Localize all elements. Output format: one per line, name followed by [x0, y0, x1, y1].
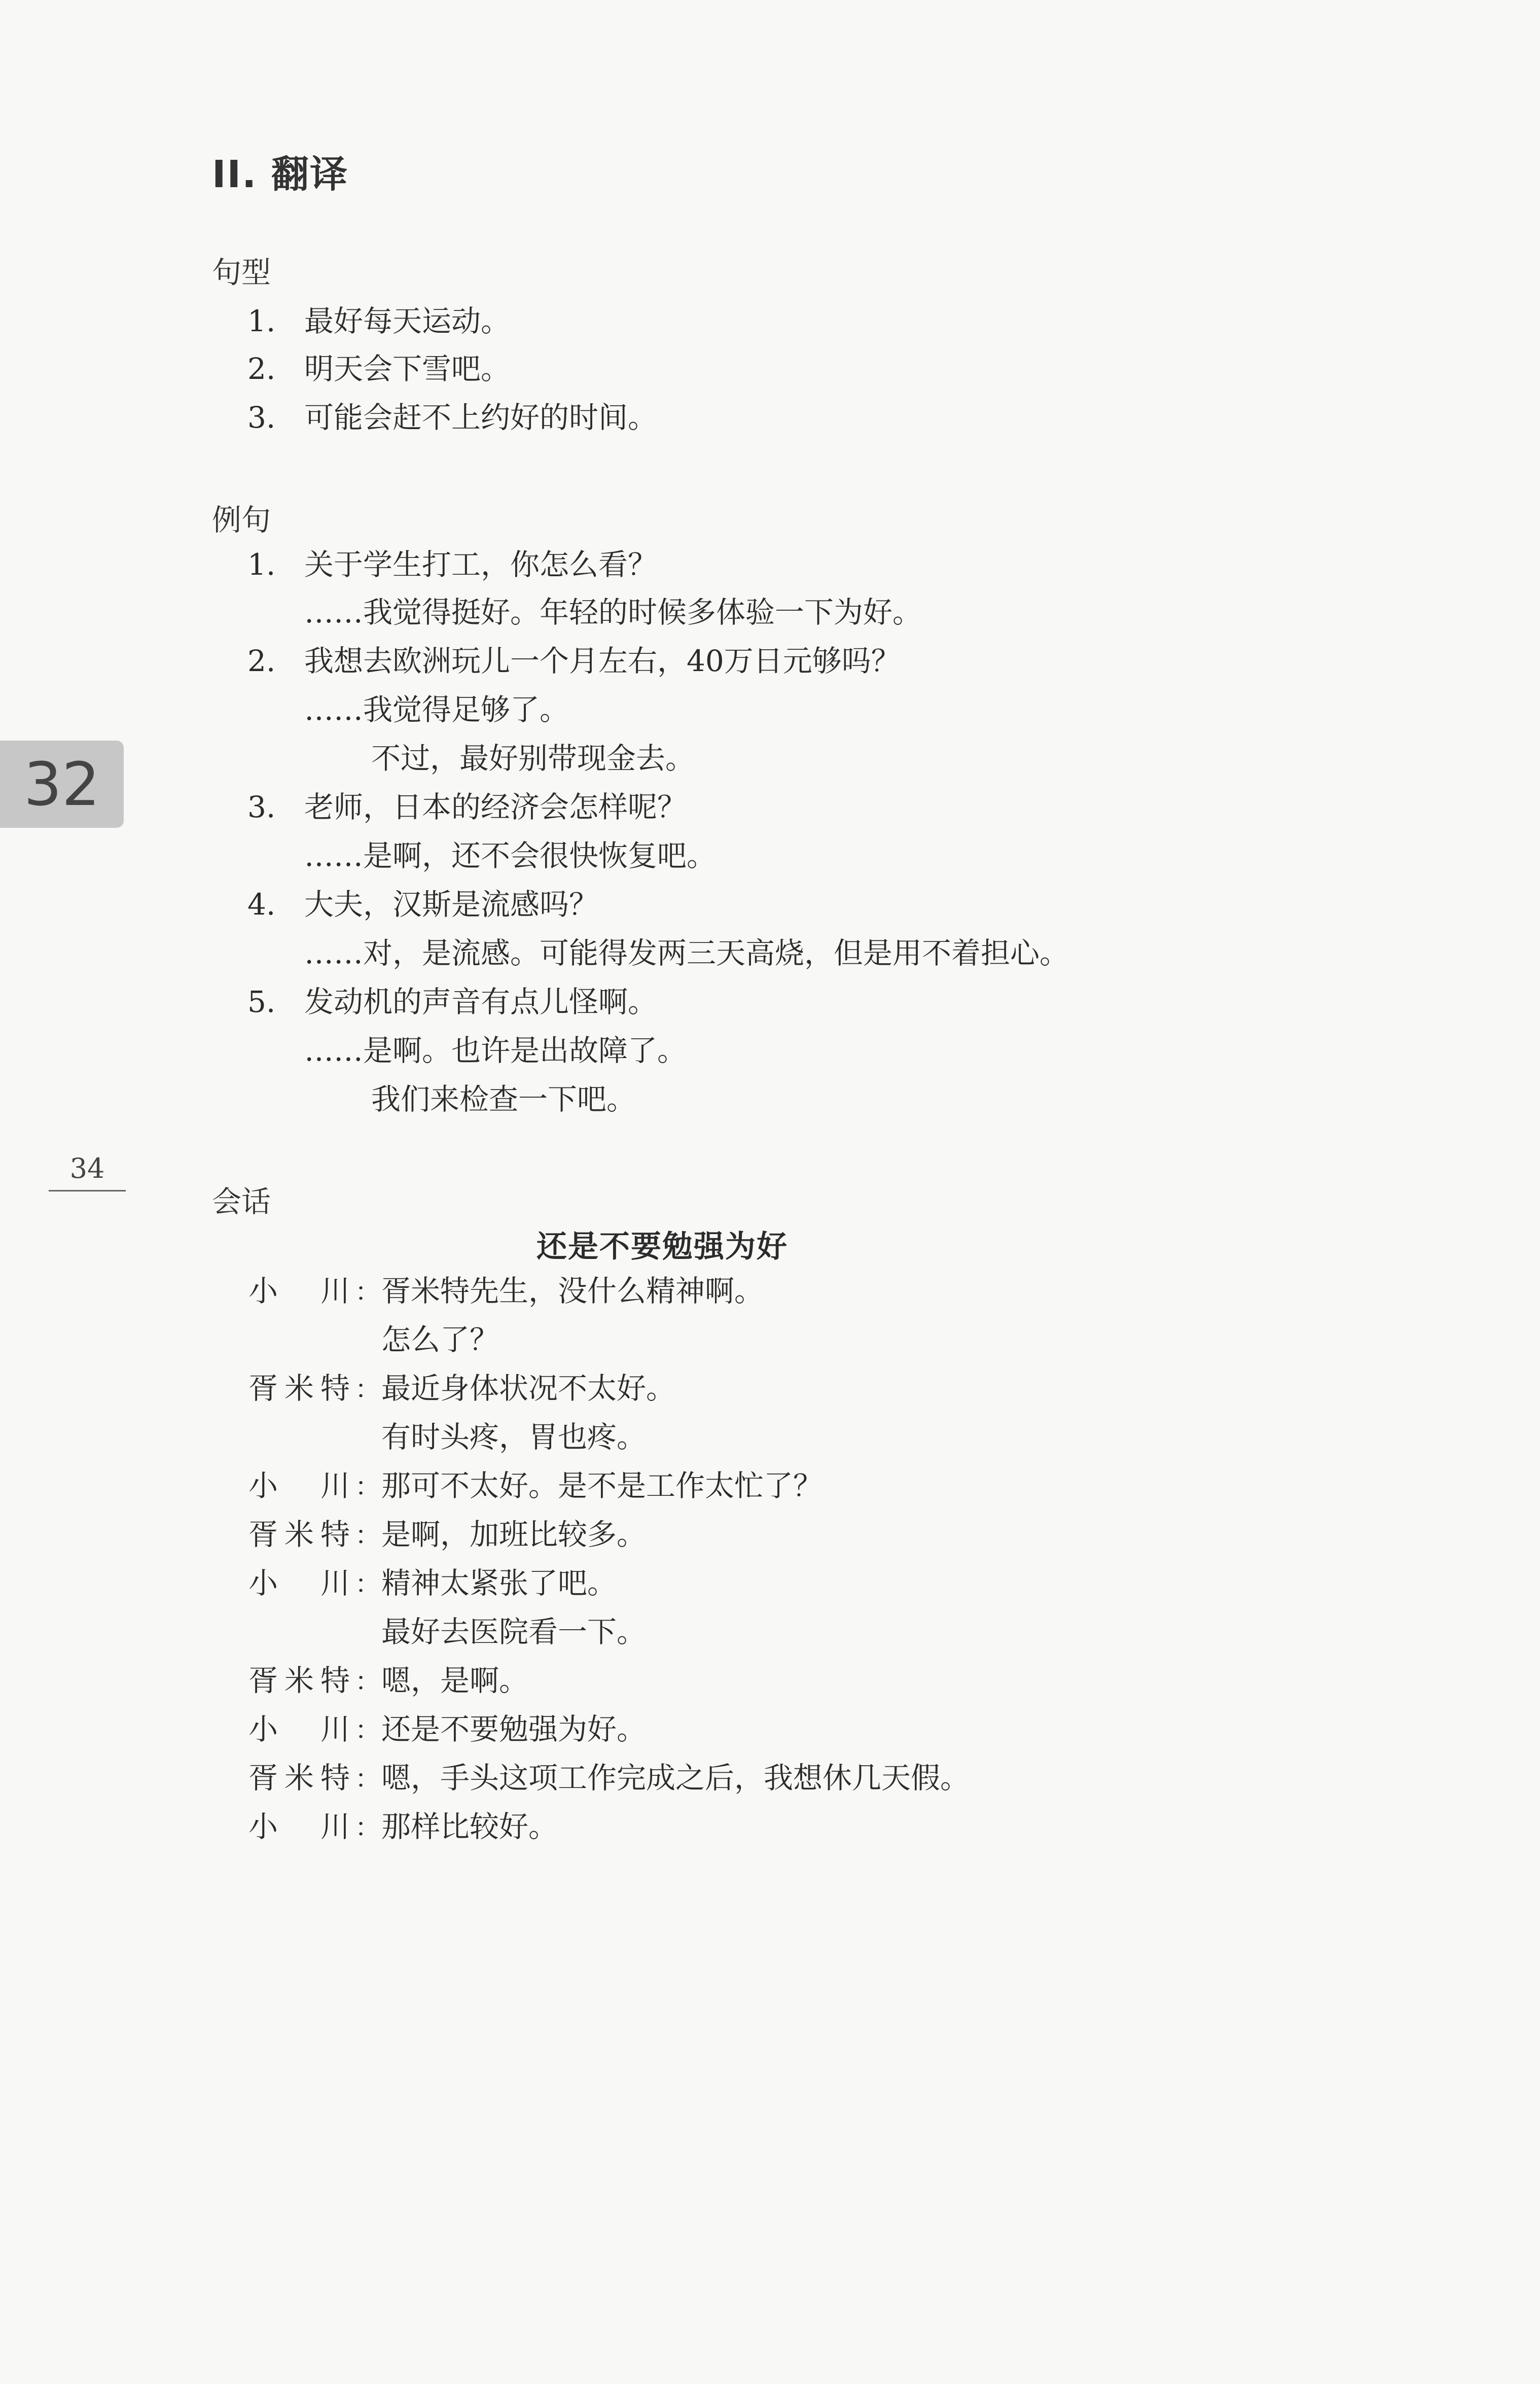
- dialogue-text: 怎么了？: [381, 1322, 499, 1357]
- dialogue-text: 有时头疼，胃也疼。: [381, 1420, 647, 1454]
- dialogue-text: 那可不太好。是不是工作太忙了？: [381, 1468, 823, 1503]
- example-answer: ……对，是流感。可能得发两三天高烧，但是用不着担心。: [304, 936, 1069, 970]
- example-answer: 不过，最好别带现金去。: [371, 741, 695, 776]
- dialogue-speaker: 小川: [248, 1468, 350, 1503]
- speaker-colon: ：: [355, 1667, 380, 1696]
- dialogue-text: 最近身体状况不太好。: [381, 1371, 676, 1406]
- dialogue-speaker: 胥米特: [248, 1371, 350, 1406]
- speaker-colon: ：: [355, 1277, 380, 1307]
- speaker-colon: ：: [355, 1764, 380, 1794]
- dialogue-speaker: 小川: [248, 1566, 350, 1600]
- dialogue-text: 胥米特先生，没什么精神啊。: [381, 1274, 764, 1308]
- section-heading: II. 翻译: [212, 153, 348, 196]
- dialogue-text: 那样比较好。: [381, 1809, 558, 1844]
- speaker-colon: ：: [355, 1813, 380, 1842]
- example-answer: ……我觉得挺好。年轻的时候多体验一下为好。: [304, 595, 922, 629]
- example-number: 5.: [247, 985, 276, 1019]
- example-question: 我想去欧洲玩儿一个月左右，40万日元够吗？: [304, 644, 901, 678]
- speaker-colon: ：: [355, 1521, 380, 1550]
- conversation-title: 会话: [212, 1184, 271, 1219]
- patterns-title: 句型: [212, 255, 271, 290]
- example-number: 2.: [247, 644, 276, 678]
- example-question: 大夫，汉斯是流感吗？: [304, 887, 599, 922]
- example-answer: ……我觉得足够了。: [304, 692, 569, 727]
- speaker-colon: ：: [355, 1569, 380, 1599]
- example-answer: ……是啊。也许是出故障了。: [304, 1033, 687, 1068]
- speaker-colon: ：: [355, 1472, 380, 1501]
- dialogue-title: 还是不要勉强为好: [536, 1229, 788, 1265]
- example-question: 关于学生打工，你怎么看？: [304, 547, 658, 582]
- pattern-sentence: 明天会下雪吧。: [304, 352, 511, 386]
- page-number: 34: [69, 1152, 105, 1184]
- example-number: 1.: [247, 547, 276, 582]
- pattern-number: 2.: [247, 352, 276, 386]
- speaker-colon: ：: [355, 1375, 380, 1404]
- dialogue-text: 嗯，手头这项工作完成之后，我想休几天假。: [381, 1761, 970, 1795]
- pattern-number: 1.: [247, 304, 276, 338]
- speaker-colon: ：: [355, 1715, 380, 1745]
- example-answer: 我们来检查一下吧。: [371, 1082, 636, 1116]
- pattern-sentence: 最好每天运动。: [304, 304, 511, 338]
- example-number: 4.: [247, 887, 276, 922]
- dialogue-text: 最好去医院看一下。: [381, 1615, 647, 1649]
- dialogue-speaker: 小川: [248, 1712, 350, 1746]
- examples-title: 例句: [212, 503, 271, 537]
- example-question: 老师，日本的经济会怎样呢？: [304, 790, 687, 824]
- example-answer: ……是啊，还不会很快恢复吧。: [304, 838, 717, 873]
- dialogue-speaker: 小川: [248, 1274, 350, 1308]
- dialogue-text: 还是不要勉强为好。: [381, 1712, 647, 1746]
- example-question: 发动机的声音有点儿怪啊。: [304, 985, 658, 1019]
- pattern-sentence: 可能会赶不上约好的时间。: [304, 400, 658, 435]
- pattern-number: 3.: [247, 400, 276, 435]
- chapter-tab: [0, 741, 124, 828]
- dialogue-speaker: 小川: [248, 1809, 350, 1844]
- page-number-rule: [49, 1190, 126, 1191]
- dialogue-text: 嗯，是啊。: [381, 1663, 529, 1698]
- example-number: 3.: [247, 790, 276, 824]
- dialogue-speaker: 胥米特: [248, 1761, 350, 1795]
- dialogue-text: 是啊，加班比较多。: [381, 1517, 647, 1552]
- dialogue-speaker: 胥米特: [248, 1663, 350, 1698]
- chapter-number: 32: [23, 749, 100, 819]
- dialogue-speaker: 胥米特: [248, 1517, 350, 1552]
- dialogue-text: 精神太紧张了吧。: [381, 1566, 617, 1600]
